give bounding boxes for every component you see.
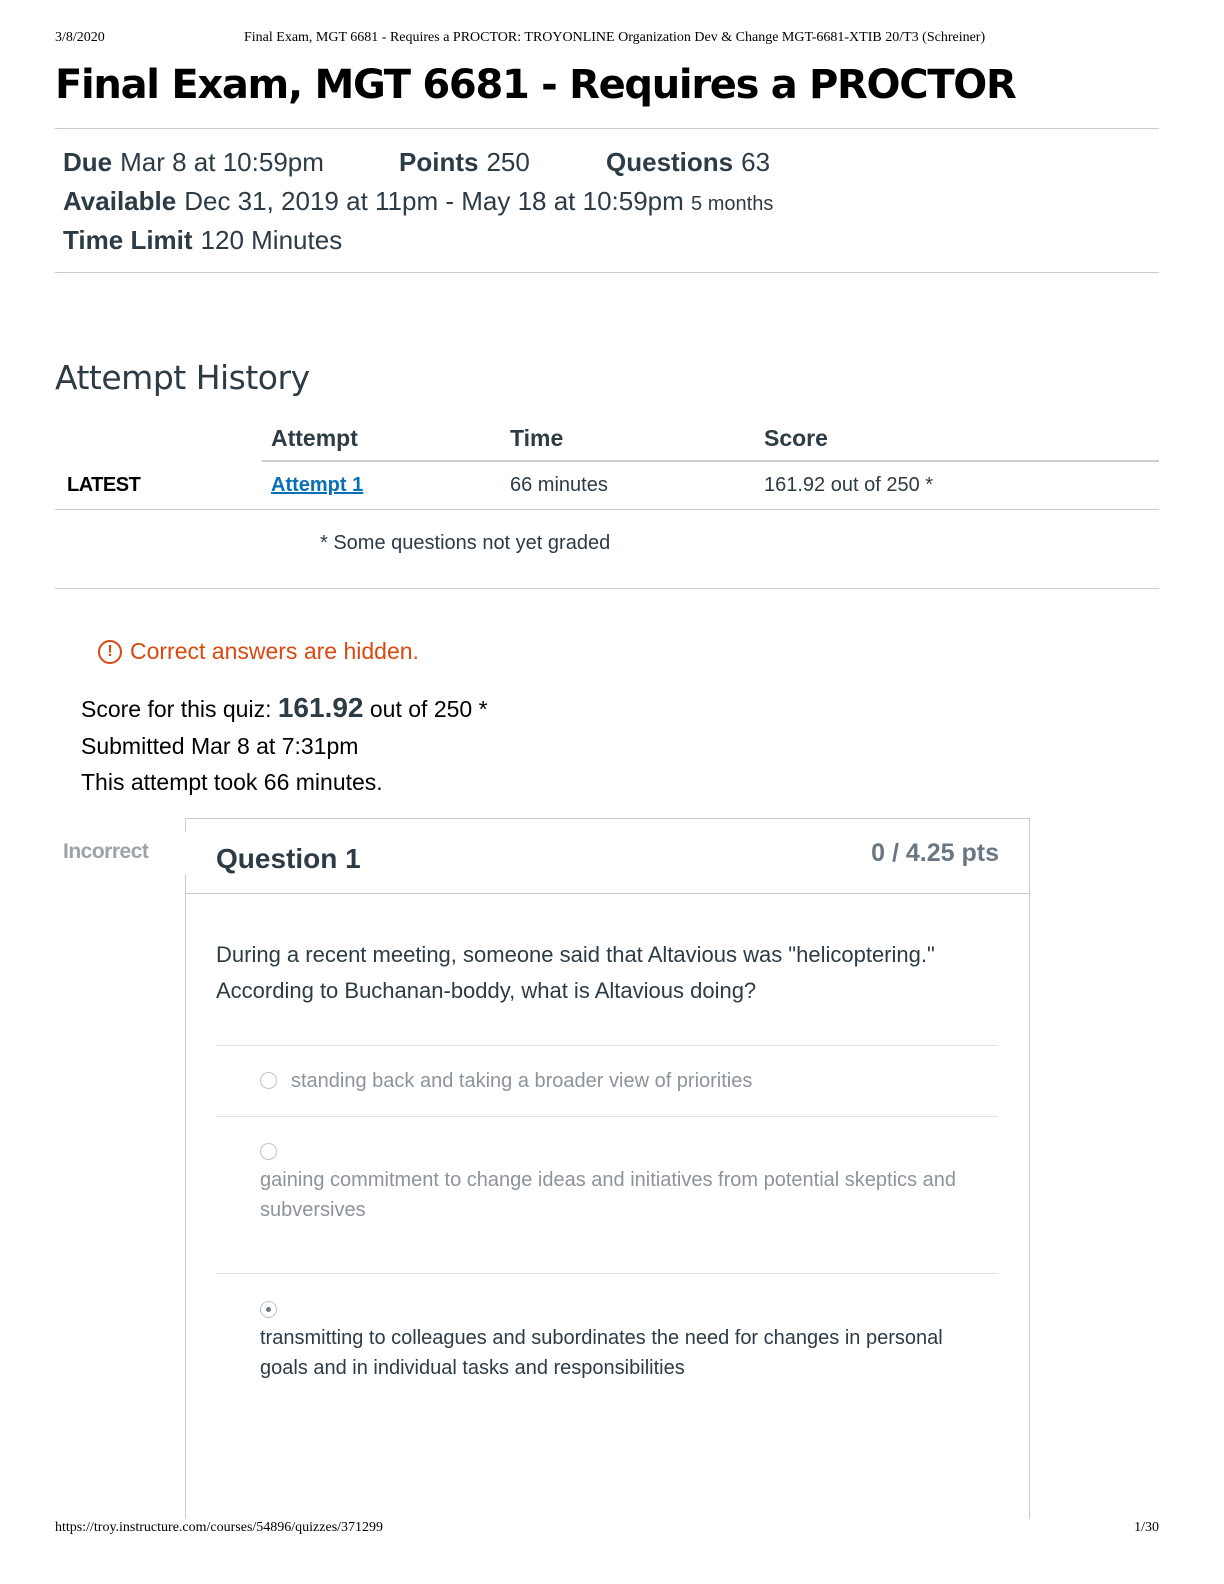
questions-label: Questions xyxy=(606,147,734,177)
column-header-time: Time xyxy=(510,425,564,451)
quiz-meta-due-row xyxy=(63,147,324,178)
radio-button-selected[interactable] xyxy=(260,1301,277,1318)
latest-badge: LATEST xyxy=(67,474,141,496)
time-limit-value: 120 Minutes xyxy=(200,225,343,255)
due-value: Mar 8 at 10:59pm xyxy=(120,147,324,177)
print-page-number: 1/30 xyxy=(1134,1520,1159,1535)
answer-divider xyxy=(216,1116,998,1117)
table-row-divider xyxy=(55,509,1159,510)
time-limit-label: Time Limit xyxy=(63,225,193,255)
radio-button[interactable] xyxy=(260,1072,277,1089)
attempt-history-title: Attempt History xyxy=(55,358,310,397)
score-value: 161.92 xyxy=(277,692,364,723)
quiz-meta-questions xyxy=(606,147,770,178)
divider xyxy=(55,272,1159,273)
attempt-time: 66 minutes xyxy=(510,474,608,496)
table-header-divider xyxy=(262,460,1159,462)
question-status-badge: Incorrect xyxy=(63,840,149,863)
divider xyxy=(55,128,1159,129)
attempt-duration: This attempt took 66 minutes. xyxy=(81,769,383,795)
quiz-score xyxy=(81,692,488,724)
question-text: During a recent meeting, someone said that Altavious was "helicoptering." According to Buchanan-boddy, what is Altavious doing? xyxy=(216,942,935,1003)
answer-divider xyxy=(216,1273,998,1274)
attempt-score: 161.92 out of 250 * xyxy=(764,474,934,496)
print-footer xyxy=(55,1520,1159,1540)
question-card xyxy=(185,818,1030,1519)
print-date: 3/8/2020 xyxy=(55,30,105,45)
warning-icon: ! xyxy=(98,640,122,664)
question-points: 0 / 4.25 pts xyxy=(871,839,999,867)
column-header-attempt: Attempt xyxy=(271,425,358,451)
score-suffix: out of 250 * xyxy=(369,696,488,722)
correct-answers-hidden-notice xyxy=(98,638,419,665)
questions-value: 63 xyxy=(741,147,771,177)
notice-text: Correct answers are hidden. xyxy=(130,638,419,664)
points-label: Points xyxy=(399,147,479,177)
quiz-meta-available xyxy=(63,186,773,217)
question-title: Question 1 xyxy=(216,843,361,874)
quiz-meta-points xyxy=(399,147,530,178)
answer-text: standing back and taking a broader view of priorities xyxy=(291,1070,753,1092)
print-header xyxy=(55,30,1159,50)
question-header xyxy=(186,819,1029,894)
attempt-1-link[interactable]: Attempt 1 xyxy=(271,474,364,496)
answer-text: gaining commitment to change ideas and initiatives from potential skeptics and subversives xyxy=(260,1169,956,1221)
due-label: Due xyxy=(63,147,113,177)
grading-footnote: * Some questions not yet graded xyxy=(320,532,611,554)
print-url: https://troy.instructure.com/courses/54896/quizzes/371299 xyxy=(55,1520,384,1535)
column-header-score: Score xyxy=(764,425,828,451)
page-title: Final Exam, MGT 6681 - Requires a PROCTOR xyxy=(55,62,1016,108)
quiz-meta-time-limit xyxy=(63,225,342,256)
submitted-time: Submitted Mar 8 at 7:31pm xyxy=(81,733,359,759)
print-page-title: Final Exam, MGT 6681 - Requires a PROCTOR: TROYONLINE Organization Dev & Change MGT-6681-XTIB 20/T3 (Schreiner) xyxy=(244,30,986,45)
available-value: Dec 31, 2019 at 11pm - May 18 at 10:59pm xyxy=(184,186,684,216)
score-prefix: Score for this quiz: xyxy=(81,696,272,722)
points-value: 250 xyxy=(486,147,530,177)
radio-button[interactable] xyxy=(260,1143,277,1160)
available-duration: 5 months xyxy=(691,193,774,215)
answer-divider xyxy=(216,1045,998,1046)
divider xyxy=(55,588,1159,589)
available-label: Available xyxy=(63,186,177,216)
card-edge-gap xyxy=(185,832,186,874)
answer-text: transmitting to colleagues and subordinates the need for changes in personal goals and in individual tasks and responsibilities xyxy=(260,1327,943,1379)
